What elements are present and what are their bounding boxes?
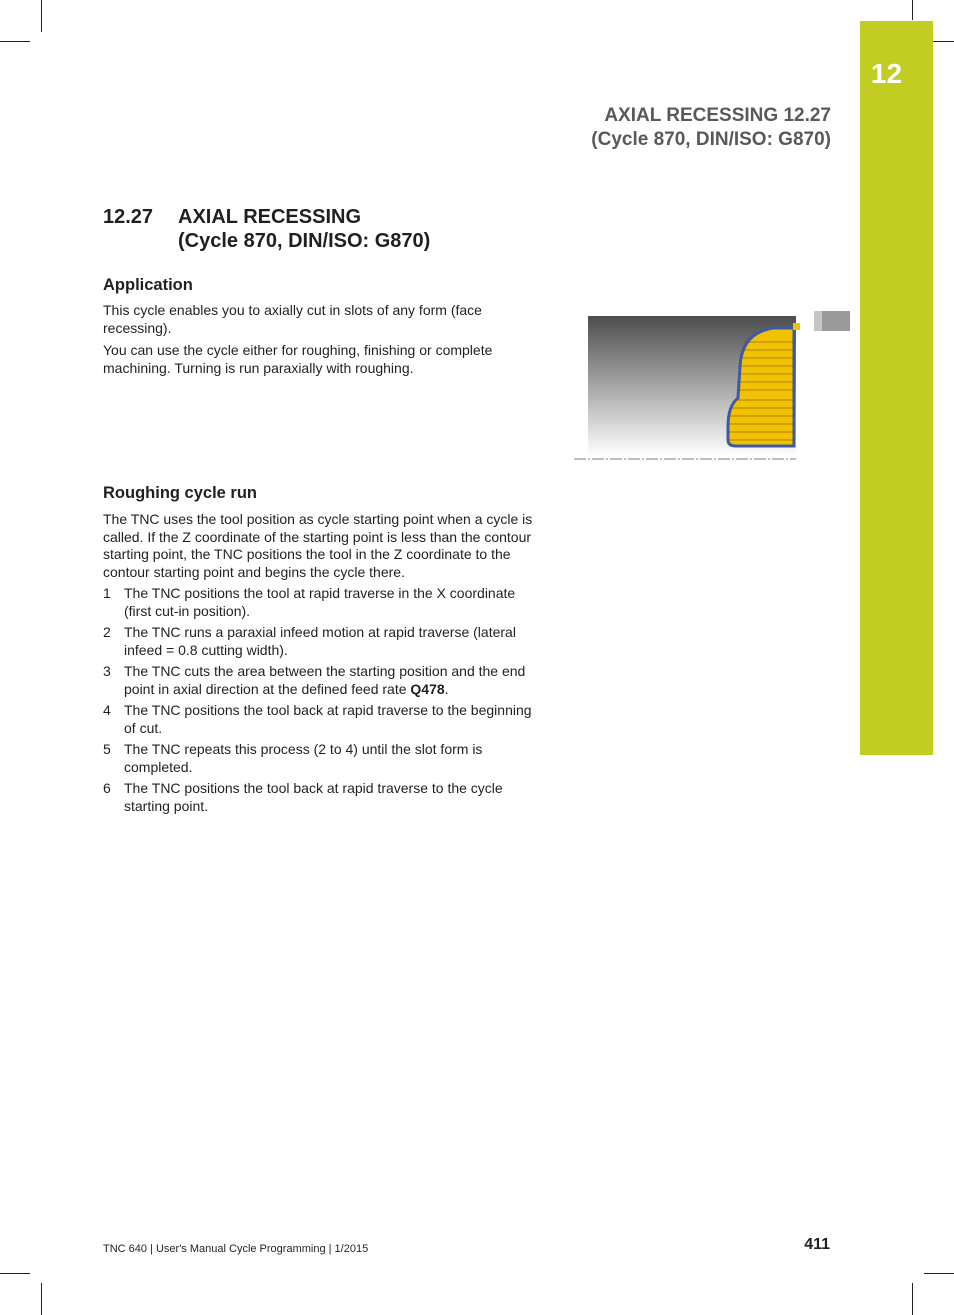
application-paragraph-1: This cycle enables you to axially cut in slots of any form (face recessing).: [103, 302, 482, 336]
crop-mark: [912, 1283, 913, 1315]
roughing-steps: [103, 585, 543, 819]
footer-text: TNC 640 | User's Manual Cycle Programming | 1/2015: [103, 1243, 369, 1255]
chapter-number: 12: [870, 58, 903, 89]
section-title-line2: (Cycle 870, DIN/ISO: G870): [178, 230, 431, 252]
section-title: [103, 205, 430, 253]
roughing-heading: Roughing cycle run: [103, 484, 258, 502]
running-header: [591, 104, 831, 152]
application-paragraph-2: You can use the cycle either for roughing, finishing or complete machining. Turning is run paraxially with roughing.: [103, 342, 493, 376]
chapter-tab: [860, 21, 933, 755]
tool-insert: [793, 323, 800, 330]
section-title-line1: AXIAL RECESSING: [178, 206, 361, 228]
crop-mark: [0, 41, 30, 42]
crop-mark: [924, 1273, 954, 1274]
crop-mark: [912, 0, 913, 20]
parameter-q478: Q478: [410, 680, 445, 697]
list-item: 5 The TNC repeats this process (2 to 4) until the slot form is completed.: [103, 741, 483, 775]
section-number: 12.27: [103, 206, 154, 228]
page-number: 411: [804, 1236, 830, 1253]
list-item: 2 The TNC runs a paraxial infeed motion at rapid traverse (lateral infeed = 0.8 cutting width).: [103, 624, 516, 658]
running-header-line2: (Cycle 870, DIN/ISO: G870): [591, 129, 831, 150]
list-item: 4 The TNC positions the tool back at rapid traverse to the beginning of cut.: [103, 702, 532, 736]
list-item: 6 The TNC positions the tool back at rapid traverse to the cycle starting point.: [103, 780, 503, 814]
running-header-line1: AXIAL RECESSING 12.27: [604, 105, 831, 126]
list-item: 1 The TNC positions the tool at rapid traverse in the X coordinate (first cut-in position).: [103, 585, 516, 619]
crop-mark: [0, 1273, 30, 1274]
crop-mark: [41, 0, 42, 32]
list-item: 3 The TNC cuts the area between the starting position and the end point in axial direction at the defined feed rate Q478.: [103, 663, 526, 697]
crop-mark: [41, 1283, 42, 1315]
application-heading: Application: [103, 276, 193, 294]
roughing-intro: The TNC uses the tool position as cycle starting point when a cycle is called. If the Z coordinate of the starting point is less than the contour starting point, the TNC positions the tool in the Z coordinate to the contour starting point and begins the cycle there.: [103, 511, 533, 580]
tool-shank: [814, 311, 822, 331]
tool-holder: [822, 311, 850, 331]
recessing-illustration: [574, 306, 854, 466]
